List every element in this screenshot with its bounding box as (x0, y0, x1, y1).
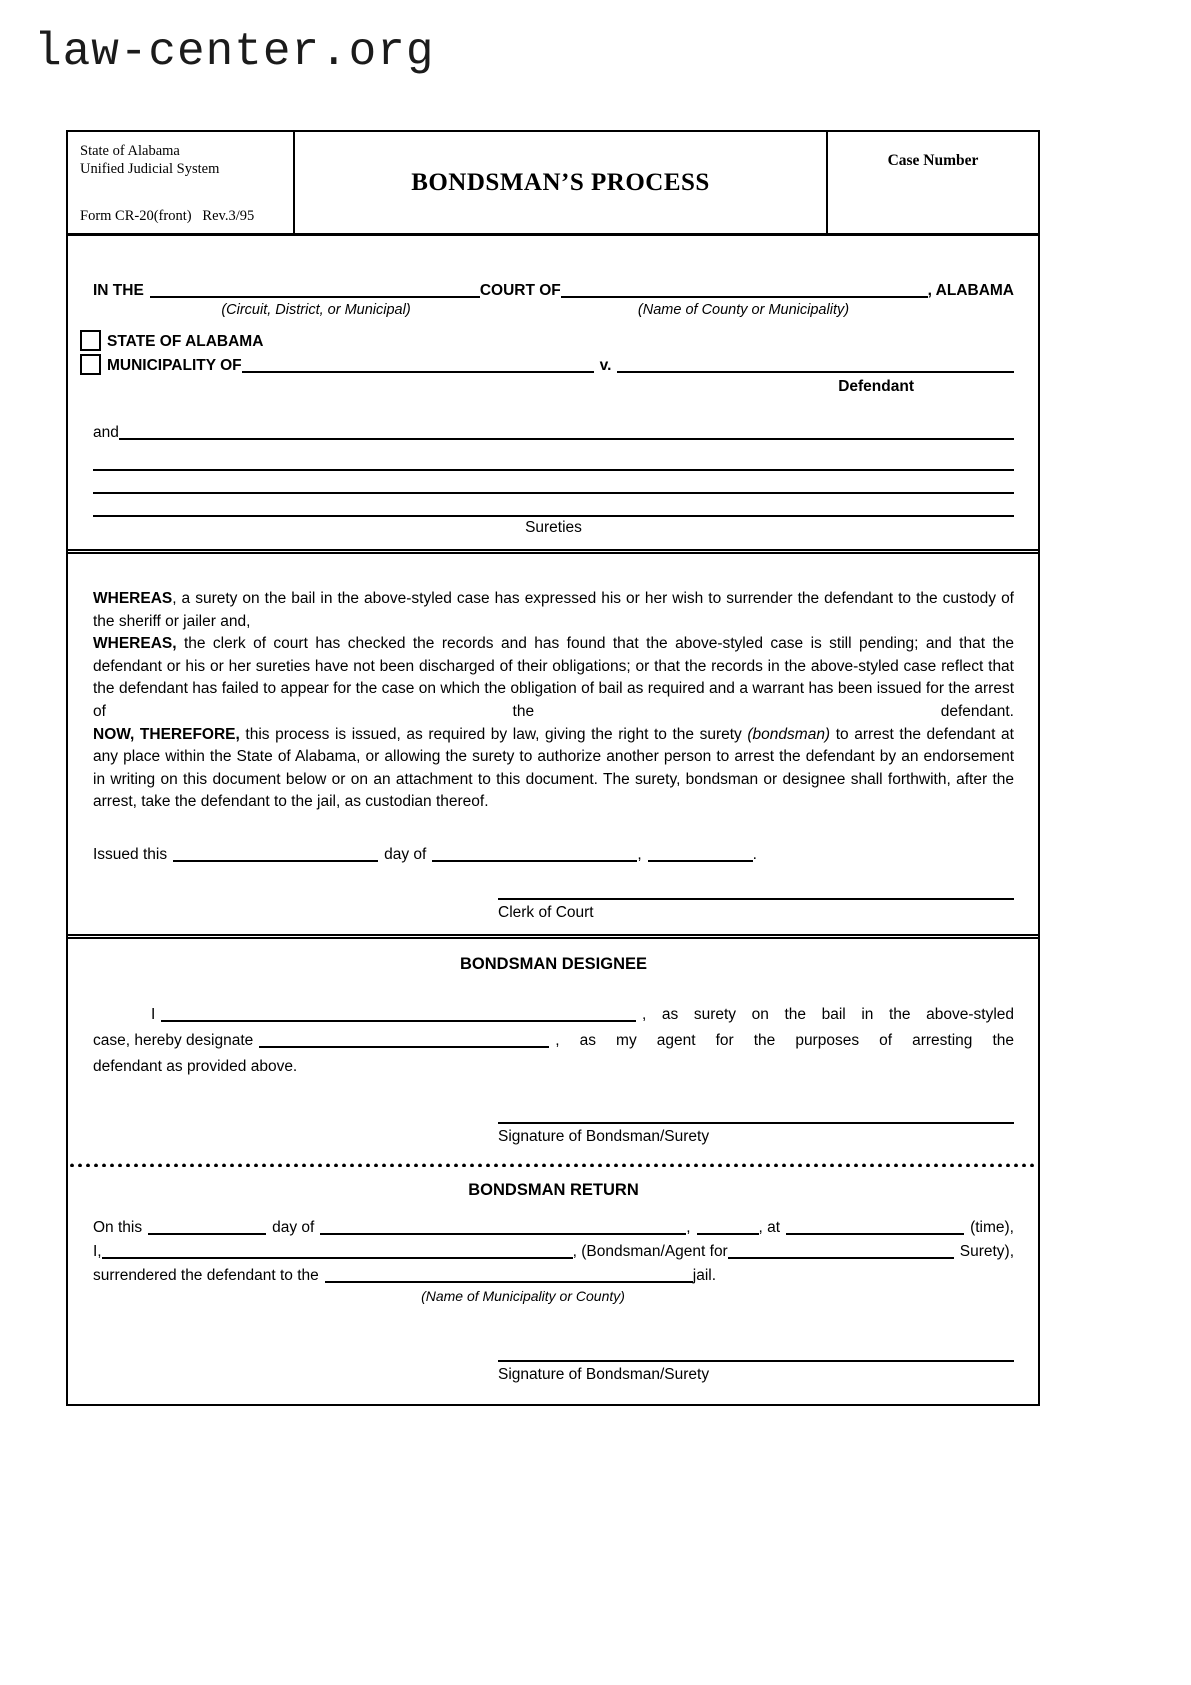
whereas-lead-1: WHEREAS (93, 590, 173, 607)
return-surety-label: Surety), (959, 1242, 1014, 1260)
and-sureties-line (93, 420, 1014, 442)
bondsman-process-form (66, 130, 1040, 1406)
issued-this-label: Issued this (93, 845, 168, 863)
now-therefore-text-b: to arrest the defendant at any place within the State of Alabama, or allowing the surety to authorize another person to arrest the defendant by an endorsement in writing on this document below or on an attachment to this document. The surety, bondsman or designee shall forthwith, after the arrest, take the defendant to the jail, as custodian thereof. (93, 725, 1014, 811)
return-jail-name-blank[interactable] (325, 1265, 693, 1283)
now-therefore-paragraph (93, 724, 1014, 814)
municipality-checkbox[interactable] (80, 354, 101, 375)
municipality-label: MUNICIPALITY OF (107, 357, 242, 374)
court-hints (93, 302, 1014, 318)
court-of-label: COURT OF (479, 282, 561, 299)
clerk-signature-label: Clerk of Court (498, 903, 594, 921)
site-logo: law-center.org (34, 26, 435, 78)
county-name-hint: (Name of County or Municipality) (637, 302, 850, 318)
issued-day-of-label: day of (384, 845, 427, 863)
in-the-label: IN THE (93, 282, 144, 299)
return-day-of-label: day of (272, 1218, 315, 1236)
state-of-alabama-row (80, 330, 1014, 351)
clerk-signature-line[interactable] (498, 898, 1014, 900)
return-day-blank[interactable] (148, 1217, 266, 1235)
bondsman-italic: (bondsman) (747, 725, 831, 743)
return-surety-company-blank[interactable] (728, 1241, 954, 1259)
surety-name-blank-3[interactable] (93, 471, 1014, 494)
designee-surety-name-blank[interactable] (161, 1004, 636, 1022)
return-signature-block (498, 1360, 1014, 1384)
return-i-label: I, (93, 1242, 102, 1260)
municipality-county-hint: (Name of Municipality or County) (421, 1287, 625, 1304)
case-number-label: Case Number (887, 152, 979, 169)
defendant-label: Defendant (838, 378, 914, 395)
return-at-label: , at (758, 1218, 781, 1236)
and-label: and (93, 424, 119, 441)
return-surrendered-label: surrendered the defendant to the (93, 1266, 319, 1284)
title-cell (295, 132, 826, 233)
designee-i-label: I (151, 1005, 156, 1023)
state-of-alabama-label: STATE OF ALABAMA (107, 333, 264, 350)
whereas-paragraph-1 (93, 588, 1014, 633)
designee-agent-name-blank[interactable] (259, 1030, 549, 1048)
designee-signature-label: Signature of Bondsman/Surety (498, 1127, 710, 1145)
designee-line-2 (93, 1024, 1014, 1050)
designee-line-1 (93, 998, 1014, 1024)
whereas-text-1: , a surety on the bail in the above-styled case has expressed his or her wish to surrender the defendant to the custody of the sheriff or jailer and, (93, 590, 1014, 630)
return-signature-label: Signature of Bondsman/Surety (498, 1365, 710, 1383)
whereas-lead-2: WHEREAS, (93, 635, 177, 653)
agency-line-1: State of Alabama (80, 143, 180, 159)
issued-comma: , (637, 845, 642, 863)
surety-name-blank-2[interactable] (93, 448, 1014, 471)
municipality-row (80, 354, 1014, 375)
return-time-blank[interactable] (786, 1217, 964, 1235)
return-time-label: (time), (970, 1218, 1014, 1236)
return-line-3 (93, 1262, 1014, 1285)
dotted-divider (68, 1162, 1038, 1167)
surety-name-blank-4[interactable] (93, 494, 1014, 517)
issued-year-blank[interactable] (648, 844, 753, 862)
whereas-section (68, 554, 1038, 939)
designee-line-2-lead: case, hereby designate (93, 1031, 254, 1049)
return-line-1 (93, 1214, 1014, 1237)
return-signature-line[interactable] (498, 1360, 1014, 1362)
issued-day-blank[interactable] (173, 844, 378, 862)
state-of-alabama-checkbox[interactable] (80, 330, 101, 351)
designee-return-section (68, 939, 1038, 1404)
case-number-box[interactable] (826, 132, 1038, 233)
return-on-this-label: On this (93, 1218, 143, 1236)
return-bondsman-name-blank[interactable] (102, 1241, 573, 1259)
court-caption-section (68, 236, 1038, 554)
form-title: BONDSMAN’S PROCESS (411, 168, 710, 196)
return-comma: , (686, 1218, 691, 1236)
form-header (68, 132, 1038, 236)
form-number: Form CR-20(front) Rev.3/95 (80, 208, 255, 224)
bondsman-designee-heading: BONDSMAN DESIGNEE (459, 954, 648, 973)
bondsman-return-heading: BONDSMAN RETURN (468, 1180, 639, 1199)
designee-line-3-text: defendant as provided above. (93, 1057, 298, 1075)
designee-line-1-text: , as surety on the bail in the above-styled (642, 1005, 1014, 1023)
agency-cell (68, 132, 295, 233)
surety-name-blank-1[interactable] (119, 422, 1014, 440)
issued-month-blank[interactable] (432, 844, 637, 862)
court-type-hint: (Circuit, District, or Municipal) (221, 302, 411, 318)
alabama-label: , ALABAMA (927, 282, 1014, 299)
whereas-text-2: the clerk of court has checked the records and has found that the above-styled case is still pending; and that the defendant or his or her sureties have not been discharged of their obligations; or that the records in the above-styled case reflect that the defendant has failed to appear for the case on which the obligation of bail as required and a warrant has been issued for the arrest of the defendant. (93, 635, 1014, 720)
now-therefore-text-a: this process is issued, as required by law, giving the right to the surety (239, 725, 748, 743)
court-type-blank[interactable] (150, 280, 480, 298)
hint-spacer (481, 302, 567, 318)
hint-spacer (93, 1288, 339, 1304)
whereas-paragraph-2 (93, 633, 1014, 723)
return-year-blank[interactable] (697, 1217, 759, 1235)
versus-label: v. (599, 357, 612, 374)
issued-period: . (752, 845, 757, 863)
now-therefore-lead: NOW, THEREFORE, (93, 725, 240, 743)
return-agent-label: , (Bondsman/Agent for (572, 1242, 728, 1260)
agency-line-2: Unified Judicial System (80, 161, 220, 177)
issued-line (93, 840, 1014, 864)
return-line-2 (93, 1238, 1014, 1261)
return-hint-row (93, 1288, 1014, 1304)
defendant-name-blank[interactable] (617, 355, 1014, 373)
return-jail-label: jail. (692, 1266, 717, 1284)
municipality-name-blank[interactable] (242, 355, 594, 373)
county-name-blank[interactable] (561, 280, 928, 298)
court-line (93, 280, 1014, 300)
designee-signature-line[interactable] (498, 1122, 1014, 1124)
hint-spacer (93, 302, 151, 318)
clerk-signature-block (498, 898, 1014, 922)
return-month-blank[interactable] (320, 1217, 686, 1235)
designee-signature-block (498, 1122, 1014, 1146)
designee-line-3 (93, 1050, 1014, 1076)
designee-line-2-text: , as my agent for the purposes of arresting the (555, 1031, 1014, 1049)
sureties-label: Sureties (525, 519, 582, 536)
